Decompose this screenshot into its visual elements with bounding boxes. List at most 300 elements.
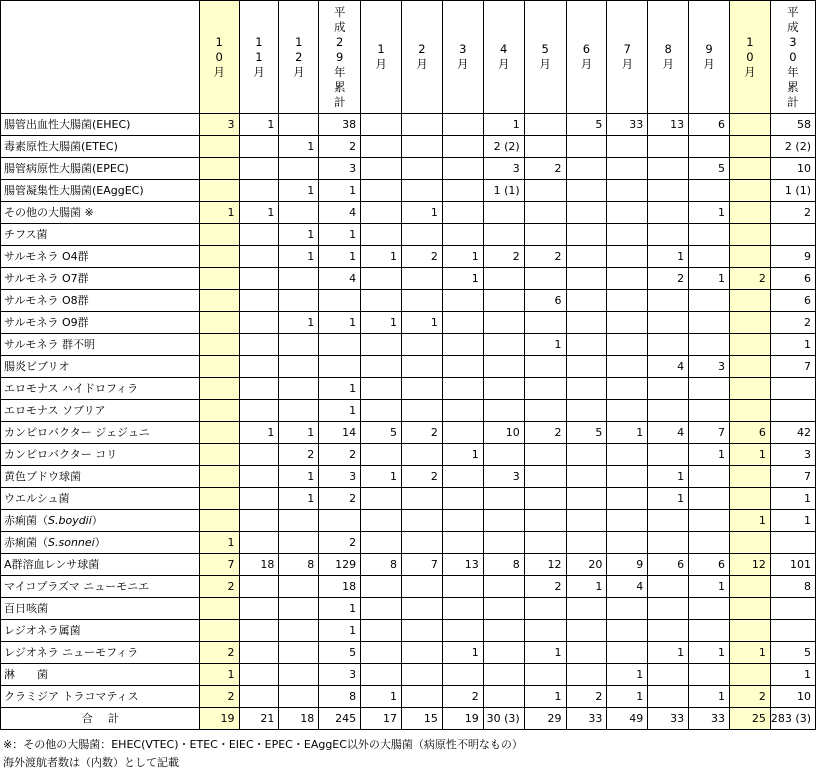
count-cell [239, 268, 279, 290]
count-cell [442, 510, 483, 532]
count-cell [483, 576, 524, 598]
count-cell [239, 400, 279, 422]
count-cell [524, 268, 566, 290]
count-cell: 12 [729, 554, 770, 576]
count-cell [279, 334, 319, 356]
count-cell [689, 378, 730, 400]
count-cell: 6 [770, 290, 815, 312]
count-cell: 1 [648, 488, 689, 510]
count-cell [607, 246, 648, 268]
count-cell [361, 180, 402, 202]
count-cell [566, 312, 607, 334]
count-cell: 4 [648, 422, 689, 444]
count-cell: 19 [442, 708, 483, 730]
count-cell [279, 576, 319, 598]
count-cell: 2 [402, 466, 443, 488]
count-cell [648, 312, 689, 334]
count-cell [199, 158, 239, 180]
count-cell: 17 [361, 708, 402, 730]
organism-name: サルモネラ 群不明 [1, 334, 200, 356]
count-cell [279, 356, 319, 378]
count-cell [239, 576, 279, 598]
count-cell [483, 686, 524, 708]
count-cell [402, 224, 443, 246]
count-cell [402, 598, 443, 620]
count-cell [239, 532, 279, 554]
count-cell [442, 312, 483, 334]
count-cell: 6 [770, 268, 815, 290]
column-header [279, 1, 319, 114]
count-cell [689, 532, 730, 554]
organism-name: カンピロバクター ジェジュニ [1, 422, 200, 444]
table-row [1, 202, 816, 224]
count-cell [607, 466, 648, 488]
table-row [1, 246, 816, 268]
count-cell [689, 598, 730, 620]
count-cell: 1 [279, 246, 319, 268]
count-cell [239, 378, 279, 400]
count-cell: 1 [524, 642, 566, 664]
count-cell [729, 136, 770, 158]
count-cell: 1 [689, 202, 730, 224]
count-cell: 33 [566, 708, 607, 730]
count-cell: 3 [689, 356, 730, 378]
organism-species: S.boydii [48, 513, 92, 527]
count-cell: 8 [319, 686, 361, 708]
count-cell: 4 [319, 268, 361, 290]
count-cell [361, 488, 402, 510]
count-cell [524, 444, 566, 466]
count-cell [361, 268, 402, 290]
count-cell: 3 [199, 114, 239, 136]
count-cell [729, 180, 770, 202]
organism-name: サルモネラ O4群 [1, 246, 200, 268]
count-cell [689, 136, 730, 158]
count-cell [648, 510, 689, 532]
count-cell [402, 576, 443, 598]
count-cell [607, 642, 648, 664]
footnotes [3, 736, 523, 772]
count-cell [483, 400, 524, 422]
count-cell [239, 466, 279, 488]
count-cell [524, 224, 566, 246]
count-cell [442, 488, 483, 510]
count-cell: 2 [483, 246, 524, 268]
count-cell: 3 [319, 664, 361, 686]
organism-name: 腸管病原性大腸菌(EPEC) [1, 158, 200, 180]
count-cell: 1 [648, 466, 689, 488]
count-cell [524, 510, 566, 532]
organism-name: 腸管凝集性大腸菌(EAggEC) [1, 180, 200, 202]
count-cell [279, 400, 319, 422]
table-row [1, 444, 816, 466]
count-cell [279, 158, 319, 180]
count-cell [279, 642, 319, 664]
count-cell: 3 [483, 158, 524, 180]
count-cell: 33 [689, 708, 730, 730]
count-cell [279, 532, 319, 554]
organism-name: エロモナス ソブリア [1, 400, 200, 422]
count-cell [648, 620, 689, 642]
count-cell [442, 598, 483, 620]
count-cell [239, 510, 279, 532]
count-cell [524, 532, 566, 554]
count-cell [199, 224, 239, 246]
organism-name: クラミジア トラコマティス [1, 686, 200, 708]
count-cell: 1 [607, 686, 648, 708]
count-cell [566, 136, 607, 158]
organism-species: S.sonnei [48, 535, 95, 549]
count-cell [402, 532, 443, 554]
count-cell [483, 334, 524, 356]
organism-name: 淋 菌 [1, 664, 200, 686]
count-cell [239, 136, 279, 158]
count-cell: 1 [319, 598, 361, 620]
count-cell [770, 532, 815, 554]
count-cell: 2 [566, 686, 607, 708]
count-cell [607, 268, 648, 290]
count-cell [402, 268, 443, 290]
column-header [442, 1, 483, 114]
count-cell [279, 114, 319, 136]
count-cell: 1 [319, 378, 361, 400]
column-header [319, 1, 361, 114]
table-row [1, 334, 816, 356]
count-cell: 42 [770, 422, 815, 444]
column-header [607, 1, 648, 114]
count-cell: 1 [607, 664, 648, 686]
count-cell: 1 [770, 510, 815, 532]
footnote-overseas: 海外渡航者数は（内数）として記載 [3, 756, 179, 769]
count-cell [689, 400, 730, 422]
count-cell [607, 620, 648, 642]
organism-name: 黄色ブドウ球菌 [1, 466, 200, 488]
count-cell [729, 202, 770, 224]
table-row [1, 466, 816, 488]
count-cell [199, 620, 239, 642]
count-cell [483, 268, 524, 290]
count-cell [689, 180, 730, 202]
count-cell: 1 [689, 268, 730, 290]
column-header-label: 10月 [213, 34, 225, 79]
column-header [648, 1, 689, 114]
count-cell: 4 [648, 356, 689, 378]
count-cell: 1 [279, 466, 319, 488]
count-cell [770, 620, 815, 642]
count-cell [689, 466, 730, 488]
count-cell: 1 [442, 444, 483, 466]
count-cell [442, 180, 483, 202]
organism-name: 腸炎ビブリオ [1, 356, 200, 378]
count-cell: 58 [770, 114, 815, 136]
count-cell: 4 [607, 576, 648, 598]
count-cell: 2 [770, 202, 815, 224]
count-cell: 1 [402, 312, 443, 334]
count-cell [402, 620, 443, 642]
count-cell: 33 [648, 708, 689, 730]
organism-name [1, 510, 200, 532]
count-cell [566, 598, 607, 620]
organism-name: サルモネラ O9群 [1, 312, 200, 334]
count-cell: 1 [442, 268, 483, 290]
column-header-label: 9月 [703, 42, 715, 71]
count-cell [319, 334, 361, 356]
count-cell: 7 [199, 554, 239, 576]
organism-name: エロモナス ハイドロフィラ [1, 378, 200, 400]
count-cell [648, 444, 689, 466]
count-cell: 1 [199, 202, 239, 224]
count-cell: 18 [239, 554, 279, 576]
count-cell [442, 576, 483, 598]
count-cell [402, 356, 443, 378]
count-cell [361, 598, 402, 620]
count-cell [239, 158, 279, 180]
count-cell [239, 598, 279, 620]
count-cell: 25 [729, 708, 770, 730]
count-cell [689, 620, 730, 642]
table-row [1, 554, 816, 576]
count-cell: 1 [729, 510, 770, 532]
count-cell [524, 400, 566, 422]
count-cell [239, 356, 279, 378]
count-cell [239, 664, 279, 686]
count-cell [607, 378, 648, 400]
column-header [524, 1, 566, 114]
count-cell: 1 [199, 532, 239, 554]
count-cell: 5 [566, 422, 607, 444]
count-cell: 5 [319, 642, 361, 664]
count-cell [361, 158, 402, 180]
count-cell [524, 356, 566, 378]
count-cell [442, 158, 483, 180]
count-cell: 1 [279, 422, 319, 444]
count-cell: 2 [279, 444, 319, 466]
count-cell: 1 [729, 642, 770, 664]
count-cell: 3 [319, 158, 361, 180]
count-cell: 101 [770, 554, 815, 576]
count-cell: 2 [524, 576, 566, 598]
count-cell [483, 356, 524, 378]
count-cell [483, 532, 524, 554]
count-cell: 15 [402, 708, 443, 730]
count-cell: 7 [770, 356, 815, 378]
count-cell [648, 664, 689, 686]
count-cell: 2 [524, 246, 566, 268]
table-row [1, 620, 816, 642]
count-cell [199, 422, 239, 444]
count-cell [361, 202, 402, 224]
count-cell [648, 598, 689, 620]
count-cell [199, 290, 239, 312]
count-cell [239, 180, 279, 202]
organism-name-suffix: ） [91, 513, 103, 527]
count-cell [199, 488, 239, 510]
count-cell [524, 312, 566, 334]
count-cell [648, 378, 689, 400]
count-cell: 21 [239, 708, 279, 730]
count-cell: 1 [607, 422, 648, 444]
count-cell: 2 [199, 642, 239, 664]
count-cell: 1 [279, 180, 319, 202]
column-header-label: 4月 [497, 42, 510, 71]
count-cell [279, 686, 319, 708]
count-cell [199, 356, 239, 378]
count-cell [729, 598, 770, 620]
count-cell [319, 510, 361, 532]
count-cell: 1 [689, 686, 730, 708]
count-cell [729, 356, 770, 378]
column-header-label: 平成29年累計 [333, 4, 346, 109]
count-cell [279, 598, 319, 620]
count-cell [361, 620, 402, 642]
organism-name: カンピロバクター コリ [1, 444, 200, 466]
count-cell [239, 246, 279, 268]
count-cell [729, 466, 770, 488]
count-cell [319, 356, 361, 378]
count-cell [483, 488, 524, 510]
count-cell: 1 [361, 466, 402, 488]
count-cell: 2 [199, 576, 239, 598]
count-cell [442, 422, 483, 444]
count-cell [524, 136, 566, 158]
count-cell: 6 [689, 554, 730, 576]
table-row [1, 290, 816, 312]
count-cell: 5 [566, 114, 607, 136]
count-cell: 1 [279, 224, 319, 246]
count-cell [524, 620, 566, 642]
count-cell: 1 [361, 686, 402, 708]
count-cell [361, 576, 402, 598]
count-cell [279, 620, 319, 642]
organism-name: チフス菌 [1, 224, 200, 246]
count-cell [524, 202, 566, 224]
count-cell: 18 [319, 576, 361, 598]
count-cell [607, 598, 648, 620]
count-cell [648, 334, 689, 356]
count-cell [361, 136, 402, 158]
count-cell: 4 [319, 202, 361, 224]
count-cell [199, 246, 239, 268]
count-cell: 10 [770, 158, 815, 180]
count-cell [402, 686, 443, 708]
count-cell [442, 224, 483, 246]
table-row [1, 268, 816, 290]
count-cell: 1 [199, 664, 239, 686]
table-row [1, 422, 816, 444]
count-cell [483, 224, 524, 246]
count-cell [648, 532, 689, 554]
count-cell [689, 312, 730, 334]
count-cell [729, 664, 770, 686]
table-row [1, 158, 816, 180]
count-cell [361, 334, 402, 356]
count-cell: 5 [361, 422, 402, 444]
count-cell [442, 202, 483, 224]
count-cell [442, 378, 483, 400]
column-header [770, 1, 815, 114]
count-cell: 129 [319, 554, 361, 576]
count-cell [566, 664, 607, 686]
count-cell: 283 (3) [770, 708, 815, 730]
count-cell [442, 114, 483, 136]
column-header [483, 1, 524, 114]
table-row [1, 312, 816, 334]
count-cell [279, 202, 319, 224]
count-cell: 1 [648, 642, 689, 664]
table-row [1, 114, 816, 136]
count-cell [607, 180, 648, 202]
organism-name: A群溶血レンサ球菌 [1, 554, 200, 576]
table-row [1, 356, 816, 378]
count-cell [566, 444, 607, 466]
table-row [1, 664, 816, 686]
count-cell: 10 [483, 422, 524, 444]
organism-name: その他の大腸菌 ※ [1, 202, 200, 224]
count-cell: 1 [319, 312, 361, 334]
count-cell: 2 [442, 686, 483, 708]
column-header [239, 1, 279, 114]
count-cell: 49 [607, 708, 648, 730]
count-cell [770, 400, 815, 422]
count-cell [729, 488, 770, 510]
count-cell: 13 [648, 114, 689, 136]
count-cell: 1 [442, 246, 483, 268]
column-header [402, 1, 443, 114]
count-cell: 2 [319, 532, 361, 554]
count-cell: 1 [770, 664, 815, 686]
count-cell [607, 356, 648, 378]
column-header-label: 6月 [580, 42, 593, 71]
organism-name-prefix: 赤痢菌（ [4, 535, 48, 549]
count-cell [566, 466, 607, 488]
count-cell [729, 620, 770, 642]
count-cell [239, 686, 279, 708]
column-header-label: 1月 [375, 42, 387, 71]
count-cell [566, 356, 607, 378]
total-label: 合 計 [1, 708, 200, 730]
count-cell [566, 268, 607, 290]
count-cell [566, 334, 607, 356]
count-cell [361, 400, 402, 422]
table-row [1, 510, 816, 532]
count-cell [566, 642, 607, 664]
count-cell [402, 488, 443, 510]
count-cell [402, 334, 443, 356]
count-cell: 9 [607, 554, 648, 576]
column-header-label: 11月 [253, 34, 265, 79]
table-row [1, 642, 816, 664]
count-cell: 2 [319, 488, 361, 510]
count-cell [319, 290, 361, 312]
organism-name: サルモネラ O7群 [1, 268, 200, 290]
column-header-label: 7月 [621, 42, 634, 71]
count-cell [607, 444, 648, 466]
count-cell [442, 356, 483, 378]
count-cell: 1 [279, 488, 319, 510]
count-cell: 3 [319, 466, 361, 488]
count-cell [279, 268, 319, 290]
table-row [1, 180, 816, 202]
count-cell [770, 224, 815, 246]
count-cell [566, 202, 607, 224]
count-cell [648, 158, 689, 180]
organism-name: ウエルシュ菌 [1, 488, 200, 510]
count-cell [199, 268, 239, 290]
count-cell [648, 202, 689, 224]
count-cell [361, 224, 402, 246]
count-cell: 2 [729, 268, 770, 290]
count-cell [361, 444, 402, 466]
